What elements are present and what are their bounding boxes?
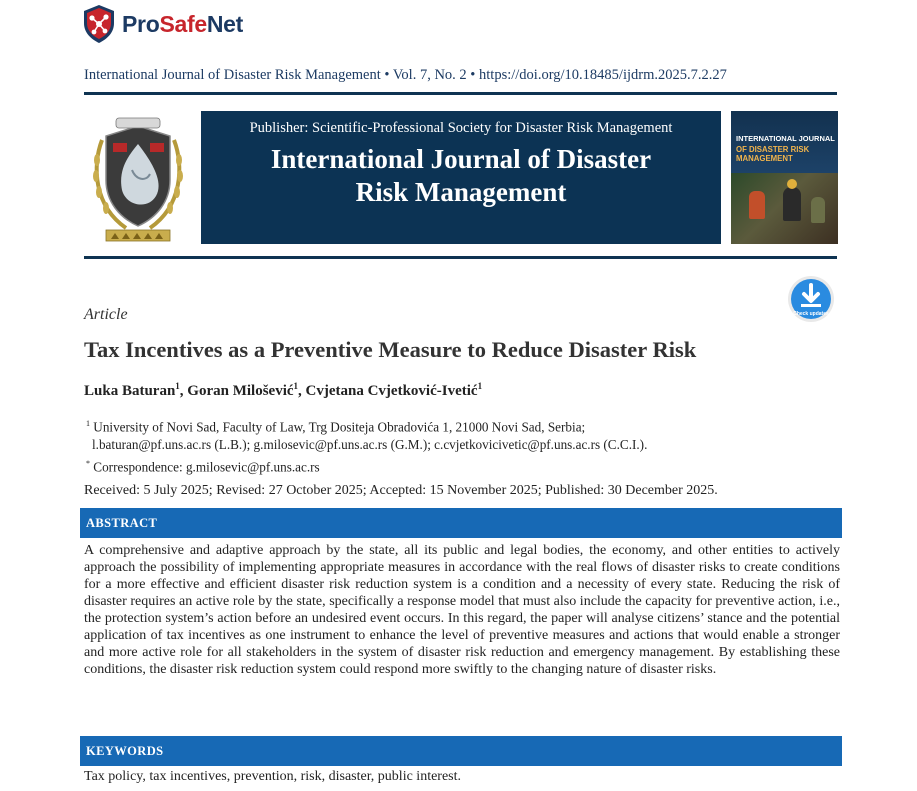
- journal-title: International Journal of Disaster Risk Management: [270, 144, 652, 207]
- prosafenet-logo[interactable]: [82, 0, 243, 48]
- abstract-heading: ABSTRACT: [80, 508, 842, 538]
- keywords-body: Tax policy, tax incentives, prevention, risk, disaster, public interest.: [84, 769, 462, 784]
- publisher-line: Publisher: Scientific-Professional Society for Disaster Risk Management: [249, 120, 673, 136]
- abstract-body: A comprehensive and adaptive approach by the state, all its public and legal bodies, the economy, and other entities to actively approach the possibility of implementing appropriate measures in accordance with the real flows of disaster risks to create conditions for a more effective and efficient disaster risk reduction system is a condition and a necessity of every state. Reducing the risk of disaster requires an active role by the state, specifically a response model that must also include the capacity for preventive action, i.e., the protection system’s action before an undesired event occurs. In this regard, the paper will analyse citizens’ stance and the potential application of tax incentives as one instrument to enhance the level of preventive measures and actions that would enable a stronger and more active role for all stakeholders in the system of disaster risk reduction and emergency management. By establishing these conditions, the disaster risk reduction system could respond more swiftly to the changing nature of disaster risks.: [84, 543, 840, 677]
- journal-cover-image: [731, 111, 838, 244]
- journal-banner: [201, 111, 721, 244]
- publication-dates: Received: 5 July 2025; Revised: 27 October 2025; Accepted: 15 November 2025; Published: 30 December 2025.: [84, 483, 718, 498]
- cover-title-line1: INTERNATIONAL JOURNAL: [736, 134, 835, 143]
- keywords-heading: KEYWORDS: [80, 736, 842, 766]
- header-bottom-rule: [84, 256, 837, 259]
- article-type-label: Article: [84, 306, 128, 323]
- article-title: Tax Incentives as a Preventive Measure to Reduce Disaster Risk: [84, 337, 697, 362]
- check-updates-label: Check updates: [793, 311, 829, 317]
- author-name: Goran Milošević: [187, 383, 294, 399]
- logo-wordmark: ProSafeNet: [122, 10, 244, 37]
- author-name: Cvjetana Cvjetković-Ivetić: [305, 383, 478, 399]
- author-name: Luka Baturan: [84, 383, 176, 399]
- affiliation-block: $^1$ University of Novi Sad, Faculty of Law, Trg Dositeja Obradovića 1, 21000 Novi Sad, Serbia; l.baturan@pf.uns.ac.rs (L.B.); g.milosevic@pf.uns.ac.rs (G.M.); c.cvjetkovicivetic@pf.uns.ac.rs (C.C.I.).: [86, 419, 648, 453]
- cover-title-line2: OF DISASTER RISK MANAGEMENT: [736, 145, 810, 163]
- author-emails[interactable]: l.baturan@pf.uns.ac.rs (L.B.); g.milosevic@pf.uns.ac.rs (G.M.); c.cvjetkovicivetic@pf.uns.ac.rs (C.C.I.).: [92, 437, 648, 453]
- check-for-updates-icon[interactable]: [787, 275, 835, 323]
- header-top-rule: [84, 92, 837, 95]
- correspondence-line: * Correspondence: g.milosevic@pf.uns.ac.rs: [86, 459, 320, 475]
- author-list: Luka Baturan$^1$, Goran Milošević$^1$, Cvjetana Cvjetković-Ivetić$^1$: [84, 381, 483, 399]
- network-shield-icon: [82, 4, 116, 44]
- society-emblem-icon: [86, 110, 190, 244]
- journal-citation-line: International Journal of Disaster Risk Management • Vol. 7, No. 2 • https://doi.org/10.18485/ijdrm.2025.7.2.27: [84, 67, 727, 83]
